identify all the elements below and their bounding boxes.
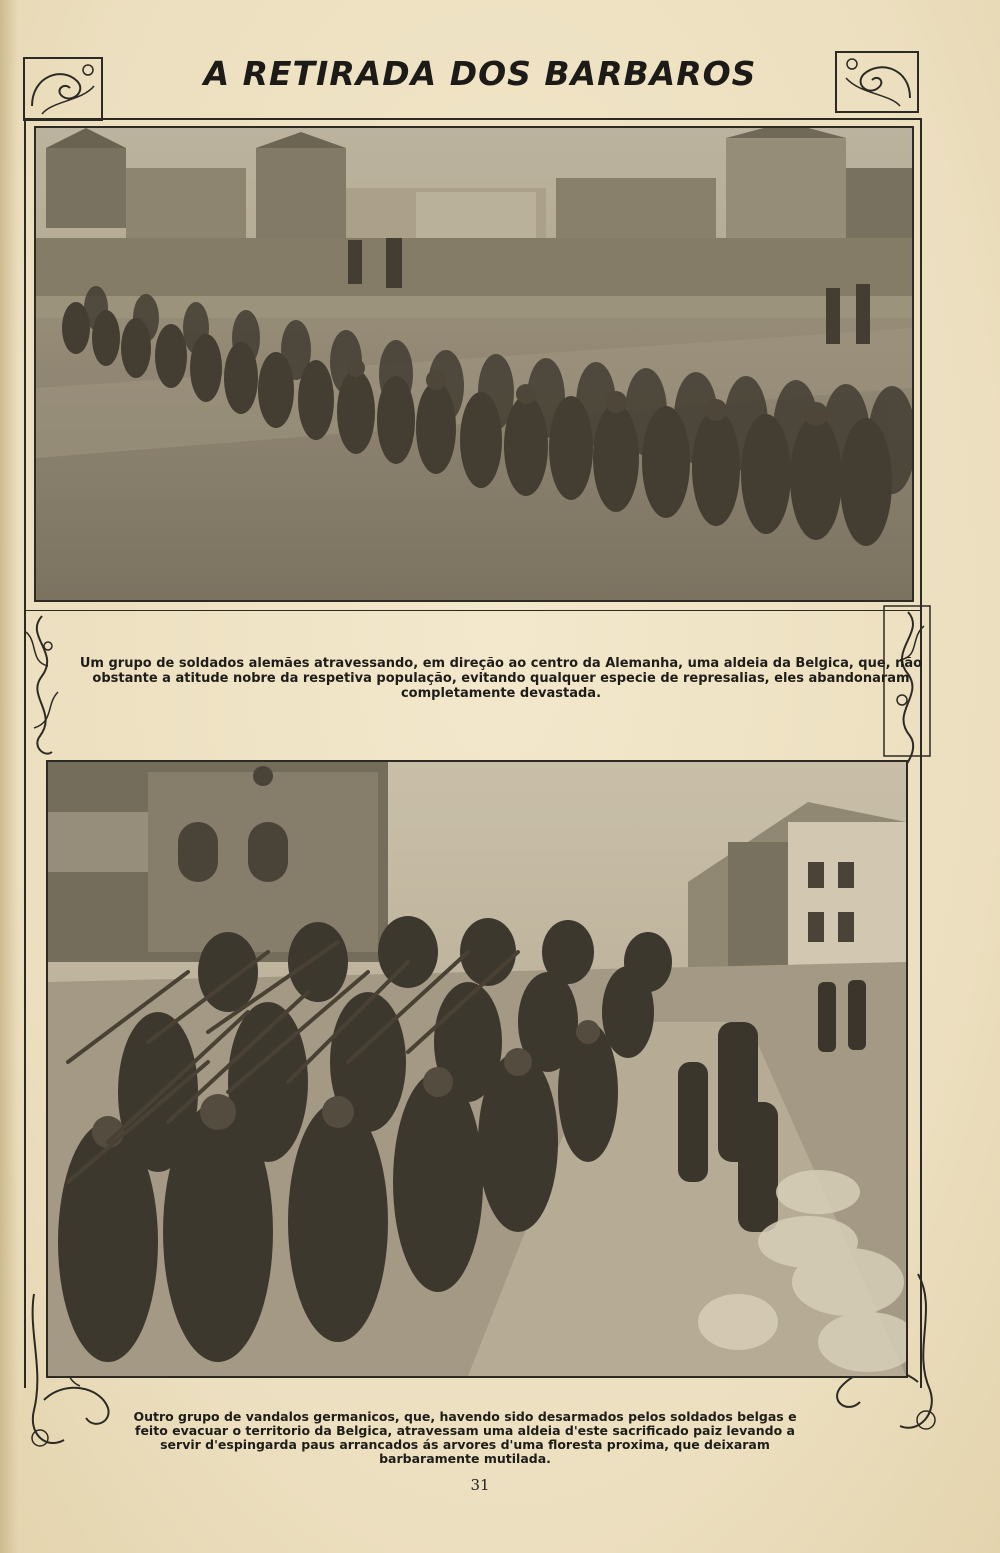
frame-middle-line [24,610,922,611]
photo-soldiers-marching [34,126,914,602]
page-title: A RETIRADA DOS BARBAROS [203,54,757,93]
ornament-top-right [834,50,920,114]
page-number: 31 [470,1476,490,1494]
photo-disarmed-soldiers [46,760,908,1378]
binding-shadow [0,0,18,1553]
photo-caption-2: Outro grupo de vandalos germanicos, que, havendo sido desarmados pelos soldados belgas e feito evacuar o territorio da Belgica, atravessam uma aldeia d'este sacrificado paiz levando a servir d'espingarda paus arrancados ás arvores d'uma floresta proxima, que deixaram barbaramente mutilada. [133,1409,797,1466]
photo-soldiers-marching-image [36,128,912,600]
photo-caption-1: Um grupo de soldados alemães atravessando, em direção ao centro da Alemanha, uma aldeia da Belgica, que, não obstante a atitude nobre da respetiva população, evitando qualquer especie de represalias, eles abandonaram completamente devastada. [79,656,923,701]
frame-top-line [24,118,922,120]
ornament-mid-left [18,612,66,762]
photo-disarmed-soldiers-image [48,762,906,1376]
ornament-top-left [22,56,104,122]
